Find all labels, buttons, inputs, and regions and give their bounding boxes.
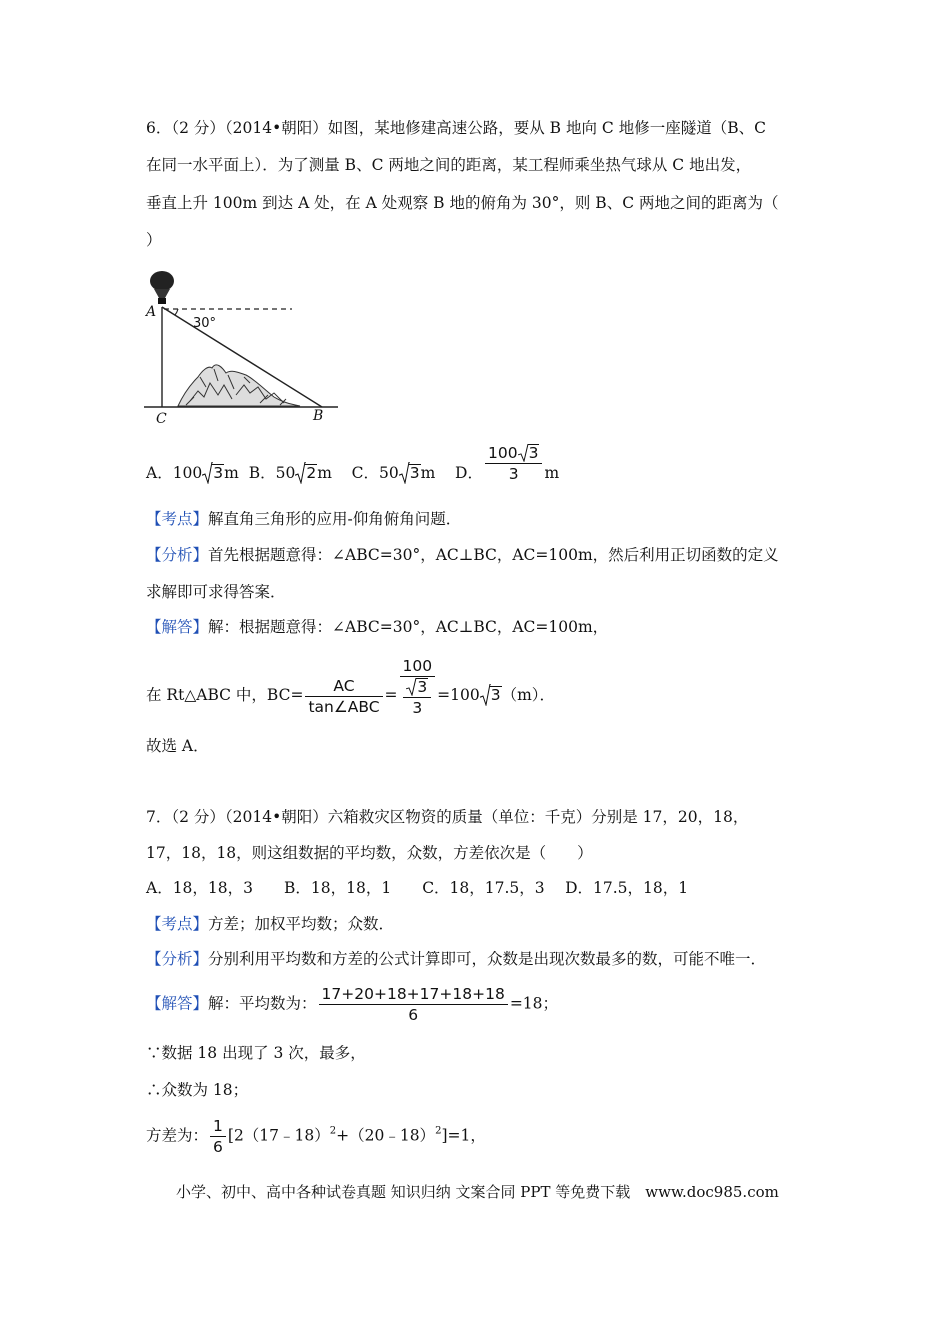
q7-line-1: 7．（2 分）（2014•朝阳）六箱救灾区物资的质量（单位：千克）分别是 17，20，18， — [146, 808, 749, 826]
q6-options: A．100 3m B．50 2m C．50 3m D． 100 3 3 m — [146, 443, 560, 483]
q6-conclusion: 故选 A． — [146, 737, 209, 755]
label-b: B — [313, 408, 324, 424]
option-a-prefix: A．100 — [146, 464, 203, 482]
q6-jieda-2: 在 Rt△ABC 中，BC= $\frac{AC}{\text{tan∠ABC}}$ = $\frac{100}{\frac{3}{3}}$ =100 3（m）． — [146, 657, 556, 717]
balloon-icon — [150, 271, 174, 304]
option-c-prefix: C．50 — [351, 464, 399, 482]
option-b-prefix: B．50 — [248, 464, 296, 482]
q6-line-3: 垂直上升 100m 到达 A 处，在 A 处观察 B 地的俯角为 30°，则 B、C 两地之间的距离为（ — [146, 194, 779, 212]
q7-options: A．18，18，3 B．18，18，1 C．18，17.5，3 D．17.5，18，1 — [146, 879, 689, 897]
q7-line-2: 17，18，18，则这组数据的平均数，众数，方差依次是（ ） — [146, 844, 593, 862]
sqrt-result: 3 — [480, 684, 502, 706]
label-a: A — [146, 304, 157, 320]
q6-fenxi-1: 【分析】首先根据题意得：∠ABC=30°，AC⊥BC，AC=100m，然后利用正切函数的定义 — [146, 546, 779, 564]
q6-fenxi-2: 求解即可求得答案． — [146, 583, 286, 601]
q7-mode-1: ∵数据 18 出现了 3 次，最多， — [146, 1044, 366, 1062]
variance-fraction: $\frac{1}{6}$ — [210, 1117, 226, 1156]
q7-fenxi: 【分析】分别利用平均数和方差的公式计算即可，众数是出现次数最多的数，可能不唯一． — [146, 950, 767, 968]
q6-line-1: 6．（2 分）（2014•朝阳）如图，某地修建高速公路，要从 B 地向 C 地修一座隧道（B、C — [146, 119, 766, 137]
page-footer: 小学、初中、高中各种试卷真题 知识归纳 文案合同 PPT 等免费下载 www.doc985.com — [176, 1183, 779, 1201]
fraction-100-over-root3-over-3: $\frac{100}{\frac{3}{3}}$ — [400, 657, 436, 717]
mean-fraction: $\frac{17+20+18+17+18+18}{6}$ — [319, 985, 508, 1024]
mountain-icon — [178, 365, 300, 406]
sqrt-c: 3 — [399, 462, 421, 484]
angle-arc — [175, 309, 178, 315]
q6-jieda-1: 【解答】解：根据题意得：∠ABC=30°，AC⊥BC，AC=100m， — [146, 618, 609, 636]
q6-line-2: 在同一水平面上）．为了测量 B、C 两地之间的距离，某工程师乘坐热气球从 C 地出发， — [146, 156, 752, 174]
sqrt-a: 3 — [202, 462, 224, 484]
q7-variance: 方差为： $\frac{1}{6}$ [2（17﹣18）$^2$+（20﹣18）$^2$]=1， — [146, 1117, 486, 1156]
q6-figure — [140, 265, 350, 430]
option-d-prefix: D． — [455, 464, 483, 482]
q7-jieda-1: 【解答】解：平均数为： $\frac{17+20+18+17+18+18}{6}$ =18； — [146, 985, 559, 1024]
q7-kaodian: 【考点】方差；加权平均数；众数． — [146, 915, 395, 933]
fraction-ac-over-tan: $\frac{AC}{\text{tan∠ABC}}$ — [305, 677, 382, 716]
q6-kaodian: 【考点】解直角三角形的应用-仰角俯角问题． — [146, 510, 462, 528]
sqrt-b: 2 — [295, 462, 317, 484]
q7-mode-2: ∴众数为 18； — [146, 1081, 249, 1099]
label-angle: 30° — [193, 316, 217, 331]
option-d-fraction: 100 3 3 — [485, 444, 542, 483]
label-c: C — [156, 411, 167, 427]
q6-line-4: ） — [146, 231, 162, 249]
